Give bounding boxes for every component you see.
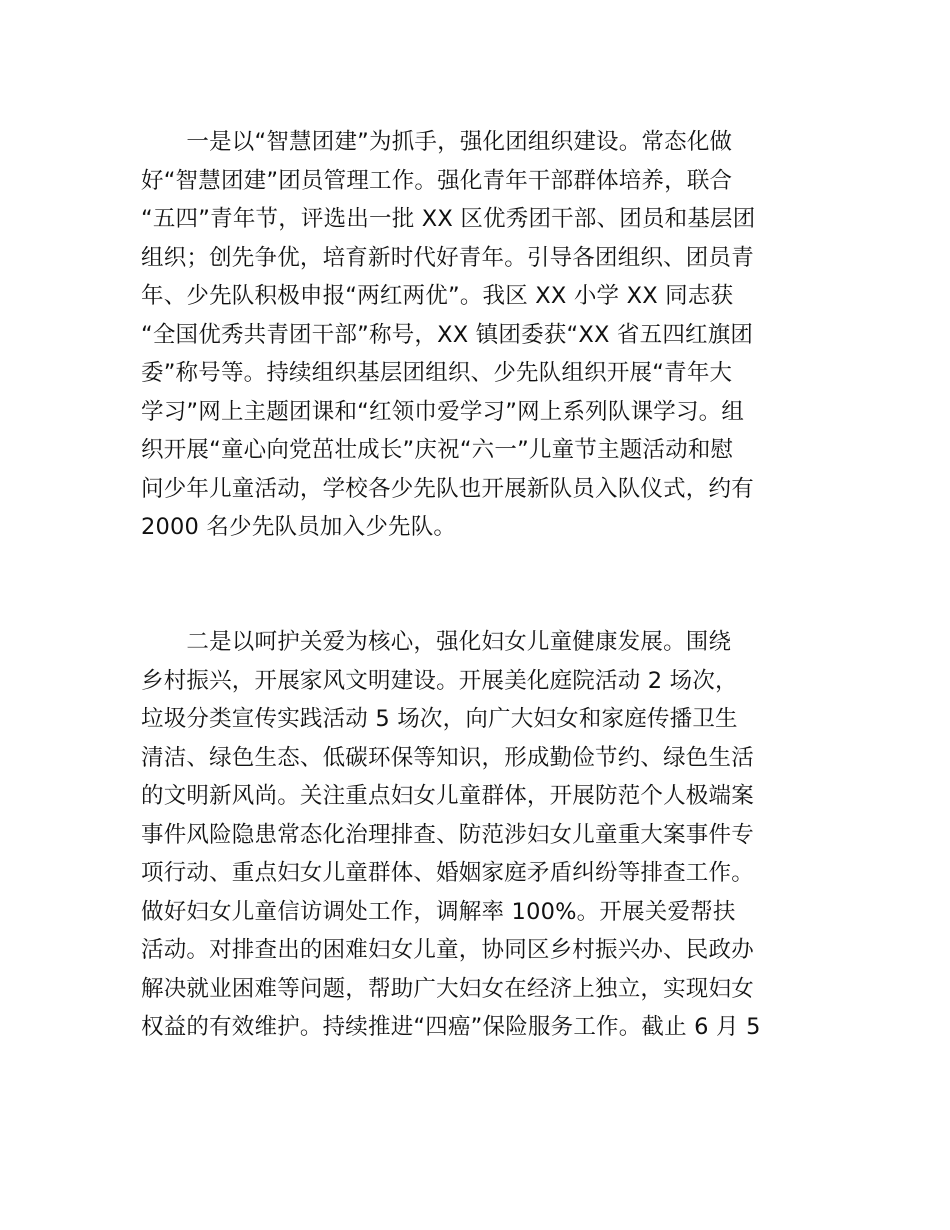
text-line: “全国优秀共青团干部”称号，XX 镇团委获“XX 省五四红旗团 [141, 321, 754, 348]
text-line: 年、少先队积极申报“两红两优”。我区 XX 小学 XX 同志获 [141, 283, 734, 309]
text-line: 事件风险隐患常态化治理排查、防范涉妇女儿童重大案事件专 [141, 821, 754, 848]
text-line: 学习”网上主题团课和“红领巾爱学习”网上系列队课学习。组 [141, 398, 745, 425]
text-line: “五四”青年节，评选出一批 XX 区优秀团干部、团员和基层团 [141, 206, 756, 232]
text-line: 清洁、绿色生态、低碳环保等知识，形成勤俭节约、绿色生活 [141, 744, 754, 771]
text-line: 做好妇女儿童信访调处工作，调解率 100%。开展关爱帮扶 [141, 898, 736, 925]
text-line: 问少年儿童活动，学校各少先队也开展新队员入队仪式，约有 [141, 475, 754, 502]
paragraph-youth-league [141, 123, 821, 547]
text-line: 的文明新风尚。关注重点妇女儿童群体，开展防范个人极端案 [141, 783, 754, 809]
text-line: 委”称号等。持续组织基层团组织、少先队组织开展“青年大 [141, 360, 733, 386]
text-line: 权益的有效维护。持续推进“四癌”保险服务工作。截止 6 月 5 [141, 1014, 761, 1040]
text-line: 解决就业困难等问题，帮助广大妇女在经济上独立，实现妇女 [141, 975, 754, 1002]
text-line: 组织；创先争优，培育新时代好青年。引导各团组织、团员青 [141, 244, 754, 271]
text-line: 垃圾分类宣传实践活动 5 场次，向广大妇女和家庭传播卫生 [141, 706, 738, 732]
text-line: 2000 名少先队员加入少先队。 [141, 514, 457, 540]
text-line: 好“智慧团建”团员管理工作。强化青年干部群体培养，联合 [141, 167, 733, 194]
text-line: 织开展“童心向党茁壮成长”庆祝“六一”儿童节主题活动和慰 [141, 437, 734, 463]
text-line: 一是以“智慧团建”为抓手，强化团组织建设。常态化做 [141, 129, 733, 155]
text-line: 二是以呵护关爱为核心，强化妇女儿童健康发展。围绕 [141, 629, 732, 655]
text-line: 项行动、重点妇女儿童群体、婚姻家庭矛盾纠纷等排查工作。 [141, 860, 754, 886]
text-line: 乡村振兴，开展家风文明建设。开展美化庭院活动 2 场次， [141, 667, 738, 694]
text-line: 活动。对排查出的困难妇女儿童，协同区乡村振兴办、民政办 [141, 937, 754, 963]
paragraph-women-children [141, 623, 821, 1047]
